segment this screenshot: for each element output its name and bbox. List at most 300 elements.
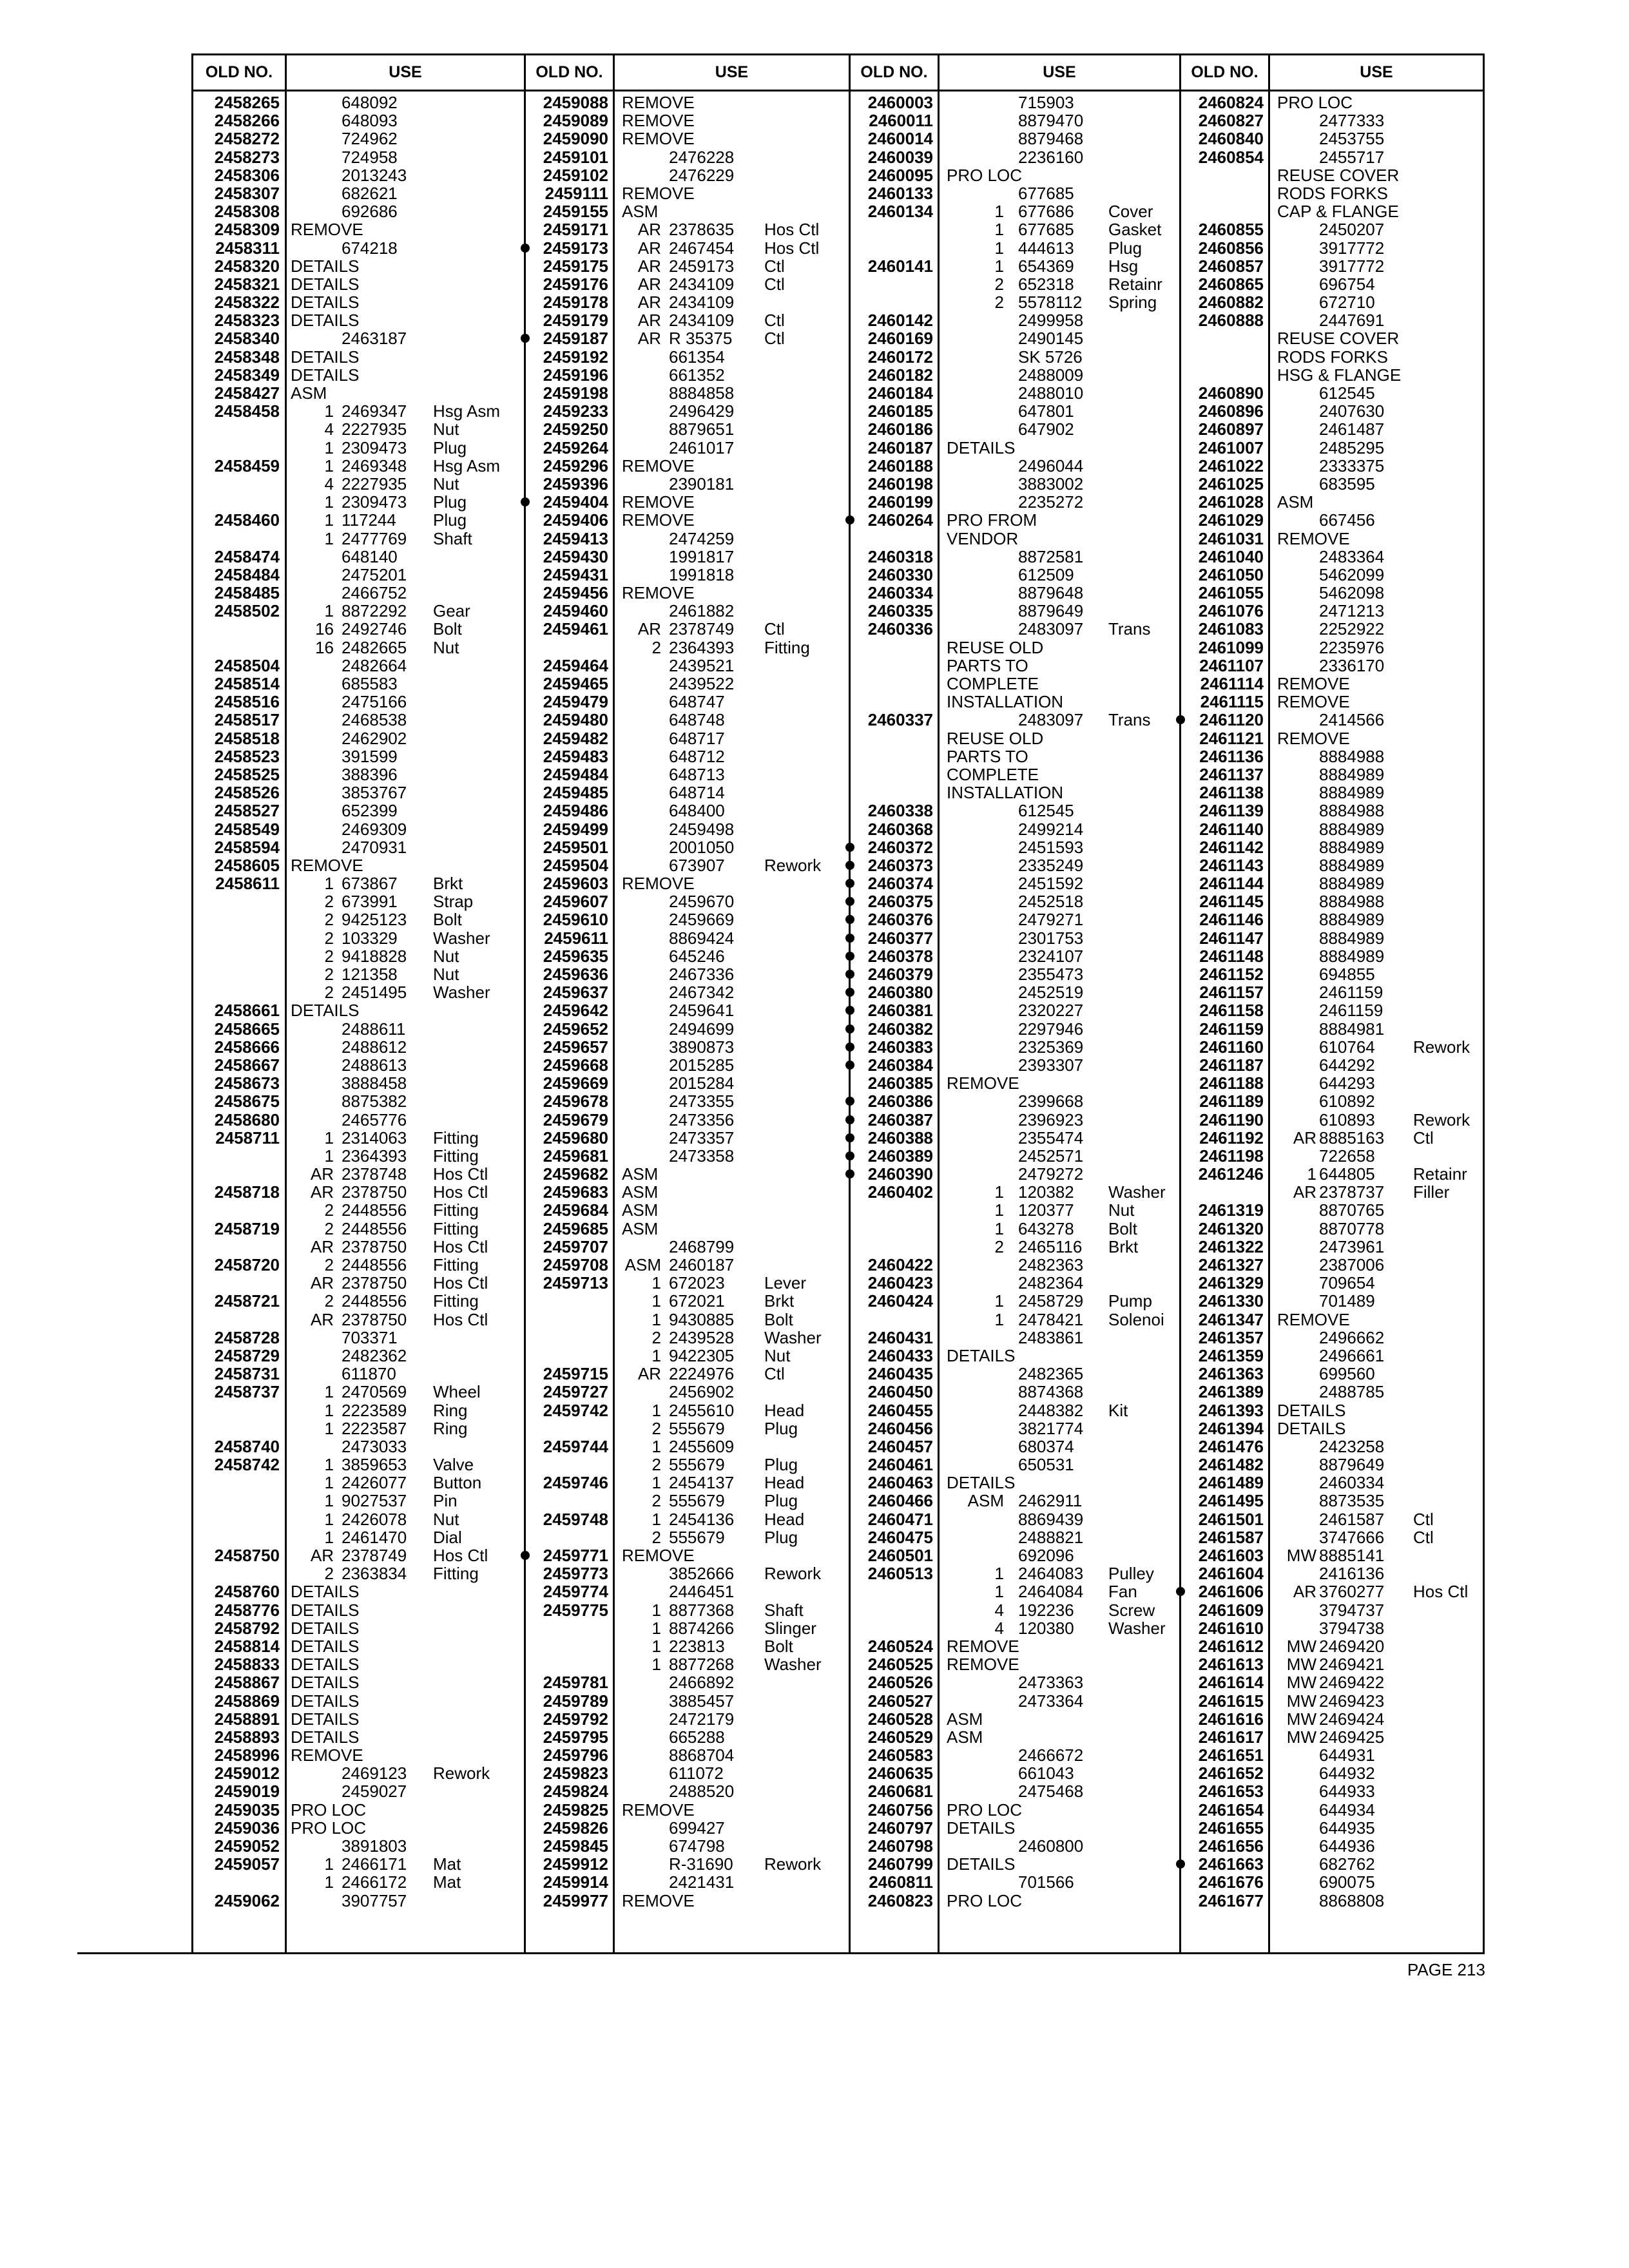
table-row bbox=[1181, 348, 1483, 366]
table-row bbox=[193, 111, 524, 130]
table-row bbox=[851, 439, 1179, 457]
old-number: 2460455 bbox=[867, 1400, 933, 1420]
table-row bbox=[1181, 1510, 1483, 1528]
table-row bbox=[851, 711, 1179, 729]
table-row bbox=[193, 747, 524, 765]
part-number: 661352 bbox=[669, 365, 725, 385]
quantity: 1 bbox=[994, 1564, 1004, 1584]
old-number: 2461656 bbox=[1198, 1836, 1264, 1856]
table-row bbox=[851, 111, 1179, 130]
table-row bbox=[193, 856, 524, 874]
use-text: REMOVE bbox=[291, 855, 363, 875]
table-row bbox=[1181, 1837, 1483, 1855]
table-row bbox=[193, 184, 524, 202]
quantity: 2 bbox=[324, 928, 334, 948]
table-row bbox=[193, 1492, 524, 1510]
table-row bbox=[193, 130, 524, 148]
quantity: 1 bbox=[324, 601, 334, 621]
part-number: 2496662 bbox=[1319, 1327, 1385, 1347]
table-row bbox=[193, 1274, 524, 1292]
old-number: 2459178 bbox=[543, 293, 608, 312]
old-number: 2459610 bbox=[543, 910, 608, 930]
table-row bbox=[193, 1819, 524, 1837]
old-number: 2458502 bbox=[214, 601, 280, 621]
part-number: 2485295 bbox=[1319, 437, 1385, 457]
part-number: 2468538 bbox=[342, 710, 407, 730]
part-number: 8869424 bbox=[669, 928, 735, 948]
table-row bbox=[851, 983, 1179, 1001]
old-number: 2461107 bbox=[1199, 655, 1264, 675]
table-row bbox=[851, 1510, 1179, 1528]
part-number: 648400 bbox=[669, 801, 725, 821]
part-number: 2478421 bbox=[1018, 1309, 1084, 1329]
table-row bbox=[1181, 366, 1483, 384]
part-number: 2387006 bbox=[1319, 1255, 1385, 1274]
part-number: 2448556 bbox=[342, 1200, 407, 1220]
part-number: 612509 bbox=[1018, 564, 1074, 584]
table-row bbox=[1181, 239, 1483, 257]
table-row bbox=[1181, 166, 1483, 184]
old-number: 2461653 bbox=[1198, 1782, 1264, 1802]
old-number: 2459713 bbox=[543, 1273, 608, 1293]
table-row bbox=[526, 239, 849, 257]
part-number: 8884989 bbox=[1319, 837, 1385, 857]
old-number: 2458273 bbox=[214, 147, 280, 167]
part-number: 8884981 bbox=[1319, 1019, 1385, 1039]
part-number: 8884989 bbox=[1319, 855, 1385, 875]
table-row bbox=[193, 983, 524, 1001]
old-number: 2460882 bbox=[1198, 293, 1264, 312]
table-row bbox=[526, 1311, 849, 1329]
old-number: 2460456 bbox=[867, 1418, 933, 1438]
use-text: DETAILS bbox=[291, 1001, 360, 1021]
old-number: 2458893 bbox=[214, 1727, 280, 1747]
old-number: 2459396 bbox=[543, 474, 608, 494]
old-number: 2459825 bbox=[543, 1800, 608, 1820]
table-row bbox=[193, 511, 524, 529]
part-number: 8884988 bbox=[1319, 746, 1385, 766]
table-row bbox=[526, 275, 849, 293]
table-row bbox=[851, 1129, 1179, 1147]
table-row bbox=[851, 1564, 1179, 1582]
bullet-icon bbox=[845, 515, 854, 524]
part-number: 612545 bbox=[1319, 383, 1375, 403]
part-description: Ring bbox=[433, 1400, 468, 1420]
use-text: DETAILS bbox=[291, 1582, 360, 1602]
quantity: 1 bbox=[651, 1618, 661, 1638]
band-rows bbox=[1181, 91, 1483, 1910]
part-number: 2467336 bbox=[669, 965, 735, 984]
table-row bbox=[851, 693, 1179, 711]
table-row bbox=[851, 1692, 1179, 1710]
use-text: ASM bbox=[947, 1709, 983, 1729]
table-row bbox=[1181, 1456, 1483, 1474]
table-row bbox=[526, 93, 849, 111]
part-number: 2335249 bbox=[1018, 855, 1084, 875]
bullet-icon bbox=[845, 1169, 854, 1178]
part-number: 2472179 bbox=[669, 1709, 735, 1729]
quantity: 2 bbox=[324, 910, 334, 930]
table-row bbox=[526, 602, 849, 620]
table-row bbox=[526, 457, 849, 475]
closing-rule bbox=[847, 1952, 937, 1954]
part-number: 5462099 bbox=[1319, 564, 1385, 584]
table-row bbox=[526, 675, 849, 693]
old-number: 2460375 bbox=[867, 892, 933, 912]
part-number: 2499958 bbox=[1018, 311, 1084, 331]
quantity: 1 bbox=[994, 256, 1004, 276]
part-number: 2463187 bbox=[342, 329, 407, 349]
part-number: 2473358 bbox=[669, 1146, 735, 1166]
quantity: 1 bbox=[651, 1473, 661, 1493]
old-number: 2458474 bbox=[214, 546, 280, 566]
part-description: Nut bbox=[764, 1345, 791, 1365]
part-number: 2465116 bbox=[1018, 1236, 1083, 1256]
old-number: 2459187 bbox=[543, 329, 608, 349]
bullet-icon bbox=[845, 952, 854, 961]
old-number: 2459685 bbox=[543, 1218, 608, 1238]
old-number: 2461148 bbox=[1199, 946, 1264, 966]
old-number: 2459684 bbox=[543, 1200, 608, 1220]
table-row bbox=[193, 530, 524, 548]
table-row bbox=[1181, 511, 1483, 529]
table-row bbox=[1181, 1746, 1483, 1764]
part-description: Plug bbox=[433, 510, 467, 530]
old-number: 2461655 bbox=[1198, 1818, 1264, 1838]
old-number: 2458776 bbox=[214, 1600, 280, 1620]
old-number: 2458340 bbox=[214, 329, 280, 349]
old-number: 2459035 bbox=[214, 1800, 280, 1820]
old-number: 2458306 bbox=[214, 165, 280, 185]
old-number: 2459682 bbox=[543, 1164, 608, 1184]
quantity: 2 bbox=[651, 1327, 661, 1347]
table-row bbox=[526, 1201, 849, 1219]
old-number: 2459504 bbox=[543, 855, 608, 875]
table-row bbox=[526, 1528, 849, 1546]
old-number: 2459464 bbox=[543, 655, 608, 675]
old-number: 2461028 bbox=[1198, 492, 1264, 512]
part-number: 2453755 bbox=[1319, 129, 1385, 149]
old-number: 2461613 bbox=[1198, 1655, 1264, 1675]
bullet-icon bbox=[1176, 1860, 1185, 1869]
part-number: 2378750 bbox=[342, 1273, 407, 1293]
part-number: 2336170 bbox=[1319, 655, 1385, 675]
part-number: 8873535 bbox=[1319, 1491, 1385, 1511]
part-description: Ctl bbox=[764, 329, 785, 349]
table-row bbox=[1181, 257, 1483, 275]
part-description: Hsg Asm bbox=[433, 401, 501, 421]
table-row bbox=[526, 1837, 849, 1855]
part-number: 2455609 bbox=[669, 1436, 735, 1456]
part-number: 2469347 bbox=[342, 401, 407, 421]
part-number: 648713 bbox=[669, 764, 725, 784]
part-description: Fitting bbox=[433, 1146, 479, 1166]
part-number: 2479272 bbox=[1018, 1164, 1084, 1184]
bullet-icon bbox=[845, 1061, 854, 1070]
part-number: 2482364 bbox=[1018, 1273, 1084, 1293]
old-number: 2460380 bbox=[867, 983, 933, 1003]
part-description: Ctl bbox=[1413, 1509, 1434, 1529]
old-number: 2459485 bbox=[543, 783, 608, 803]
part-number: 2455717 bbox=[1319, 147, 1385, 167]
part-number: 2297946 bbox=[1018, 1019, 1084, 1039]
part-number: 2355473 bbox=[1018, 965, 1084, 984]
part-number: 2390181 bbox=[669, 474, 735, 494]
old-number: 2460003 bbox=[867, 93, 933, 112]
band-body bbox=[1181, 91, 1483, 1952]
table-row bbox=[526, 983, 849, 1001]
old-number: 2460431 bbox=[867, 1327, 933, 1347]
quantity: 1 bbox=[324, 1382, 334, 1402]
old-number: 2461612 bbox=[1198, 1636, 1264, 1656]
old-number: 2459668 bbox=[543, 1055, 608, 1075]
part-number: 610892 bbox=[1319, 1091, 1375, 1111]
part-number: 699427 bbox=[669, 1818, 725, 1838]
old-number: 2458349 bbox=[214, 365, 280, 385]
part-number: 2476228 bbox=[669, 147, 735, 167]
table-row bbox=[851, 1147, 1179, 1165]
old-number: 2460525 bbox=[867, 1655, 933, 1675]
old-number: 2459914 bbox=[543, 1872, 608, 1892]
table-row bbox=[851, 639, 1179, 657]
table-row bbox=[1181, 493, 1483, 511]
table-row bbox=[851, 1637, 1179, 1655]
part-number: 2473961 bbox=[1319, 1236, 1385, 1256]
table-row bbox=[526, 493, 849, 511]
part-number: 2488611 bbox=[342, 1019, 406, 1039]
old-number: 2461327 bbox=[1198, 1255, 1264, 1274]
table-row bbox=[851, 348, 1179, 366]
quantity: ASM bbox=[624, 1255, 661, 1274]
part-number: 661043 bbox=[1018, 1763, 1074, 1783]
table-row bbox=[851, 765, 1179, 783]
table-row bbox=[851, 530, 1179, 548]
part-description: Hos Ctl bbox=[433, 1309, 488, 1329]
old-number: 2460475 bbox=[867, 1527, 933, 1547]
table-row bbox=[193, 1655, 524, 1673]
use-text: PRO LOC bbox=[291, 1818, 367, 1838]
old-number: 2461188 bbox=[1199, 1073, 1264, 1093]
use-header: USE bbox=[1043, 63, 1076, 81]
old-number: 2458594 bbox=[214, 837, 280, 857]
old-number: 2458322 bbox=[214, 293, 280, 312]
part-number: 2455610 bbox=[669, 1400, 735, 1420]
table-row bbox=[851, 420, 1179, 438]
part-number: 2469309 bbox=[342, 819, 407, 839]
table-row bbox=[193, 1020, 524, 1038]
use-text: RODS FORKS bbox=[1277, 183, 1388, 203]
table-row bbox=[1181, 657, 1483, 675]
old-number: 2458458 bbox=[214, 401, 280, 421]
part-number: 647902 bbox=[1018, 419, 1074, 439]
old-number: 2458666 bbox=[214, 1037, 280, 1057]
part-number: 8884989 bbox=[1319, 928, 1385, 948]
old-number: 2460169 bbox=[867, 329, 933, 349]
old-number: 2460199 bbox=[867, 492, 933, 512]
old-number: 2460528 bbox=[867, 1709, 933, 1729]
part-description: Pin bbox=[433, 1491, 458, 1511]
quantity: 1 bbox=[994, 1291, 1004, 1311]
part-description: Ctl bbox=[764, 619, 785, 639]
part-description: Bolt bbox=[764, 1309, 793, 1329]
old-number: 2461190 bbox=[1199, 1110, 1264, 1129]
old-number: 2459636 bbox=[543, 965, 608, 984]
part-number: 444613 bbox=[1018, 238, 1074, 258]
old-number: 2459679 bbox=[543, 1110, 608, 1129]
old-number: 2460376 bbox=[867, 910, 933, 930]
part-description: Trans bbox=[1108, 619, 1151, 639]
quantity: 1 bbox=[324, 1455, 334, 1475]
old-number: 2460501 bbox=[867, 1546, 933, 1565]
part-number: 2423258 bbox=[1319, 1436, 1385, 1456]
part-number: 2473356 bbox=[669, 1110, 735, 1129]
part-description: Hos Ctl bbox=[433, 1546, 488, 1565]
part-description: Brkt bbox=[433, 874, 463, 894]
old-number: 2459977 bbox=[543, 1890, 608, 1910]
old-number: 2459652 bbox=[543, 1019, 608, 1039]
table-row bbox=[193, 1056, 524, 1074]
quantity: AR bbox=[310, 1182, 334, 1202]
quantity: 1 bbox=[324, 1473, 334, 1493]
part-number: 9418828 bbox=[342, 946, 407, 966]
part-number: 2488520 bbox=[669, 1782, 735, 1802]
table-row bbox=[526, 1564, 849, 1582]
part-number: 5578112 bbox=[1018, 293, 1083, 312]
old-number: 2461050 bbox=[1198, 564, 1264, 584]
table-row bbox=[526, 1456, 849, 1474]
part-number: 2364393 bbox=[342, 1146, 407, 1166]
table-row bbox=[193, 420, 524, 438]
use-text: REMOVE bbox=[947, 1655, 1019, 1675]
part-description: Bolt bbox=[433, 619, 462, 639]
part-number: 388396 bbox=[342, 764, 398, 784]
part-number: 2461470 bbox=[342, 1527, 407, 1547]
old-number: 2458833 bbox=[214, 1655, 280, 1675]
table-row bbox=[1181, 1183, 1483, 1201]
table-row bbox=[1181, 947, 1483, 965]
old-number: 2461616 bbox=[1198, 1709, 1264, 1729]
old-number: 2459824 bbox=[543, 1782, 608, 1802]
part-number: 2378749 bbox=[669, 619, 735, 639]
old-number: 2458673 bbox=[214, 1073, 280, 1093]
part-number: 2470569 bbox=[342, 1382, 407, 1402]
table-row bbox=[526, 1546, 849, 1564]
part-number: 611072 bbox=[669, 1763, 724, 1783]
use-text: ASM bbox=[622, 1182, 659, 1202]
part-number: 2488613 bbox=[342, 1055, 407, 1075]
band-body bbox=[193, 91, 524, 1952]
table-row bbox=[193, 1183, 524, 1201]
old-number: 2461136 bbox=[1199, 746, 1264, 766]
part-description: Washer bbox=[433, 983, 490, 1003]
table-row bbox=[526, 1056, 849, 1074]
quantity: 1 bbox=[1307, 1164, 1316, 1184]
old-number: 2460854 bbox=[1198, 147, 1264, 167]
table-row bbox=[526, 1764, 849, 1782]
table-row bbox=[526, 1092, 849, 1110]
part-number: 677685 bbox=[1018, 183, 1074, 203]
table-row bbox=[526, 1692, 849, 1710]
table-row bbox=[851, 1582, 1179, 1600]
part-number: 690075 bbox=[1319, 1872, 1375, 1892]
table-row bbox=[851, 1183, 1179, 1201]
part-number: 2499214 bbox=[1018, 819, 1084, 839]
quantity: 1 bbox=[324, 1400, 334, 1420]
page-number: PAGE 213 bbox=[1407, 1960, 1485, 1979]
old-number: 2459774 bbox=[543, 1582, 608, 1602]
table-row bbox=[193, 1782, 524, 1800]
old-number: 2459845 bbox=[543, 1836, 608, 1856]
table-row bbox=[1181, 1728, 1483, 1746]
old-number: 2458308 bbox=[214, 202, 280, 222]
part-number: 2474259 bbox=[669, 528, 735, 548]
table-row bbox=[851, 1311, 1179, 1329]
band-body bbox=[526, 91, 849, 1952]
old-number: 2461501 bbox=[1198, 1509, 1264, 1529]
part-description: Rework bbox=[1413, 1037, 1470, 1057]
old-number: 2458311 bbox=[215, 238, 280, 258]
use-text: DETAILS bbox=[291, 1727, 360, 1747]
table-row bbox=[851, 747, 1179, 765]
old-number: 2459678 bbox=[543, 1091, 608, 1111]
table-row bbox=[851, 947, 1179, 965]
old-number: 2459484 bbox=[543, 764, 608, 784]
use-text: DETAILS bbox=[291, 1636, 360, 1656]
part-description: Fan bbox=[1108, 1582, 1137, 1602]
part-number: 661354 bbox=[669, 347, 725, 367]
table-row bbox=[526, 1892, 849, 1910]
parts-table bbox=[191, 53, 1485, 1954]
part-number: 667456 bbox=[1319, 510, 1375, 530]
table-row bbox=[193, 1637, 524, 1655]
part-number: 192236 bbox=[1018, 1600, 1074, 1620]
use-text: DETAILS bbox=[291, 365, 360, 385]
part-number: 648093 bbox=[342, 111, 398, 131]
old-number: 2460524 bbox=[867, 1636, 933, 1656]
table-row bbox=[526, 311, 849, 329]
old-number: 2459430 bbox=[543, 546, 608, 566]
part-number: 644292 bbox=[1319, 1055, 1375, 1075]
part-number: 673991 bbox=[342, 892, 398, 912]
part-description: Fitting bbox=[433, 1291, 479, 1311]
old-number: 2459781 bbox=[543, 1673, 608, 1693]
part-number: 648092 bbox=[342, 93, 398, 112]
use-text: DETAILS bbox=[291, 1600, 360, 1620]
old-number: 2460857 bbox=[1198, 256, 1264, 276]
table-row bbox=[1181, 1383, 1483, 1401]
old-number: 2461157 bbox=[1199, 983, 1264, 1003]
table-row bbox=[526, 1510, 849, 1528]
table-row bbox=[1181, 1401, 1483, 1419]
old-number: 2459637 bbox=[543, 983, 608, 1003]
table-row bbox=[193, 1546, 524, 1564]
table-row bbox=[193, 965, 524, 983]
use-text: REMOVE bbox=[1277, 674, 1350, 693]
part-number: 1991817 bbox=[669, 546, 735, 566]
table-row bbox=[1181, 1020, 1483, 1038]
part-number: 2475201 bbox=[342, 564, 407, 584]
table-row bbox=[526, 1238, 849, 1256]
part-number: 2488009 bbox=[1018, 365, 1084, 385]
table-row bbox=[193, 93, 524, 111]
part-number: 2466672 bbox=[1018, 1745, 1084, 1765]
table-row bbox=[526, 783, 849, 802]
old-number: 2460095 bbox=[867, 165, 933, 185]
old-number: 2459708 bbox=[543, 1255, 608, 1274]
old-number: 2461115 bbox=[1200, 692, 1264, 712]
part-number: 2461017 bbox=[669, 437, 735, 457]
old-number: 2461189 bbox=[1199, 1091, 1264, 1111]
